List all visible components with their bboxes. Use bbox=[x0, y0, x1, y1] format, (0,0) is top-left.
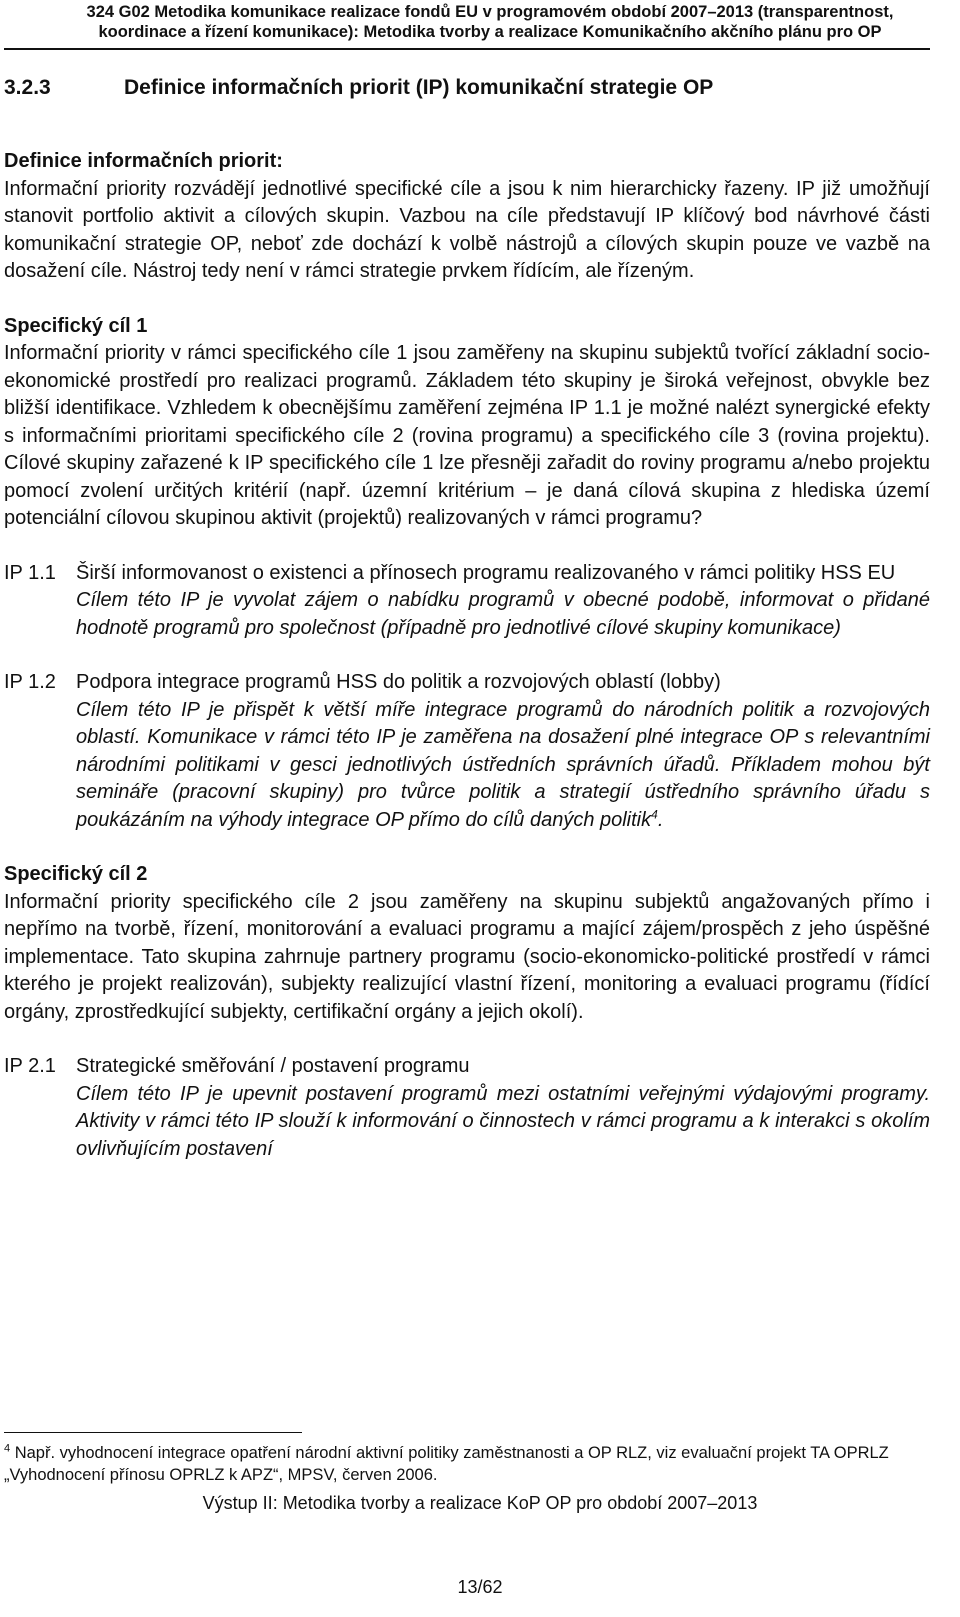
definition-paragraph: Informační priority rozvádějí jednotlivé specifické cíle a jsou k nim hierarchicky řazeny. IP již umožňují stanovit portfolio aktivit a cílových skupin. Vazbou na cíle představují IP klíčový bod návrhové části komunikační strategie OP, neboť zde dochází k volbě nástrojů a cílových skupin pouze ve vazbě na dosažení cíle. Nástroj tedy není v rámci strategie prvkem řídícím, ale řízeným. bbox=[4, 177, 930, 282]
page-footer: Výstup II: Metodika tvorby a realizace KoP OP pro období 2007–2013 bbox=[202, 1493, 758, 1513]
section-title-text: Definice informačních priorit (IP) komunikační strategie OP bbox=[124, 76, 714, 99]
footnote-text: Např. vyhodnocení integrace opatření národní aktivní politiky zaměstnanosti a OP RLZ, viz evaluační projekt TA OPRLZ „Vyhodnocení přínosu OPRLZ k APZ“, MPSV, červen 2006. bbox=[4, 1444, 889, 1484]
priority-ip-1-1 bbox=[4, 560, 930, 643]
priority-description: Cílem této IP je vyvolat zájem o nabídku programů v obecné podobě, informovat o přidané hodnotě programů pro společnost (případně pro jednotlivé cílové skupiny komunikace) bbox=[76, 589, 930, 639]
priority-code: IP 2.1 bbox=[4, 1055, 56, 1077]
goal-1-paragraph: Informační priority v rámci specifického cíle 1 jsou zaměřeny na skupinu subjektů tvořící základní socio-ekonomické prostředí pro realizaci programů. Základem této skupiny je široká veřejnost, obvykle bez bližší identifikace. Vzhledem k obecnějšímu zaměření zejména IP 1.1 je možné nalézt synergické efekty s informačními prioritami specifického cíle 2 (rovina programu) a specifického cíle 3 (rovina projektu). Cílové skupiny zařazené k IP specifického cíle 1 lze přesněji zařadit do roviny programu a/nebo projektu pomocí zvolení určitých kritérií (např. územní kritérium – je daná cílová skupina z hlediska území potenciální cílovou skupinou aktivit (projektů) realizovaných v rámci programu? bbox=[4, 342, 930, 529]
priority-description-end: . bbox=[657, 808, 664, 831]
footnote bbox=[4, 1442, 930, 1486]
priority-title: Širší informovanost o existenci a přínosech programu realizovaného v rámci politiky HSS EU bbox=[76, 561, 896, 584]
goal-2-heading: Specifický cíl 2 bbox=[4, 863, 148, 885]
priority-title: Podpora integrace programů HSS do politik a rozvojových oblastí (lobby) bbox=[76, 671, 721, 693]
running-header bbox=[60, 2, 920, 42]
goal-2-paragraph: Informační priority specifického cíle 2 jsou zaměřeny na skupinu subjektů angažovaných přímo i nepřímo na tvorbě, řízení, monitorování a evaluaci programu a mající zájem/prospěch z jeho úspěšné implementace. Tato skupina zahrnuje partnery programu (socio-ekonomicko-politické prostředí v rámci kterého je projekt realizován), subjekty realizující vlastní řízení, monitoring a evaluaci programu (řídící orgány, zprostředkující subjekty, certifikační orgány a jejich okolí). bbox=[4, 890, 930, 1023]
priority-ip-1-2 bbox=[4, 669, 930, 834]
section-number: 3.2.3 bbox=[4, 76, 51, 99]
priority-title: Strategické směřování / postavení programu bbox=[76, 1055, 470, 1077]
page-number: 13/62 bbox=[457, 1577, 503, 1597]
header-line-1: 324 G02 Metodika komunikace realizace fondů EU v programovém období 2007–2013 (transparentnost, bbox=[86, 3, 894, 21]
priority-description: Cílem této IP je upevnit postavení programů mezi ostatními veřejnými výdajovými programy. Aktivity v rámci této IP slouží k informování o činnostech v rámci programu a k interakci s okolím ovlivňujícím postavení bbox=[76, 1082, 930, 1160]
priority-description-wrap bbox=[76, 697, 930, 835]
goal-1-heading: Specifický cíl 1 bbox=[4, 314, 148, 337]
section-title bbox=[4, 74, 930, 102]
priority-code: IP 1.1 bbox=[4, 561, 56, 584]
priority-ip-2-1 bbox=[4, 1053, 930, 1163]
footnote-number: 4 bbox=[4, 1442, 11, 1455]
priority-code: IP 1.2 bbox=[4, 671, 56, 693]
header-divider bbox=[4, 48, 930, 50]
footnote-divider bbox=[4, 1432, 302, 1433]
definition-heading: Definice informačních priorit: bbox=[4, 150, 283, 172]
header-line-2: koordinace a řízení komunikace): Metodika tvorby a realizace Komunikačního akčního plánu pro OP bbox=[98, 23, 882, 41]
footnote-reference[interactable]: 4 bbox=[651, 806, 658, 821]
main-content bbox=[4, 148, 930, 1163]
priority-description: Cílem této IP je přispět k větší míře integrace programů do národních politik a rozvojových oblastí. Komunikace v rámci této IP je zaměřena na dosažení plné integrace OP s relevantními národními politikami v gesci jednotlivých ústředních správních úřadů. Příkladem mohou být semináře (pracovní skupiny) pro tvůrce politik a strategií ústředního správního úřadu s poukázáním na výhody integrace OP přímo do cílů daných politik bbox=[76, 698, 930, 831]
